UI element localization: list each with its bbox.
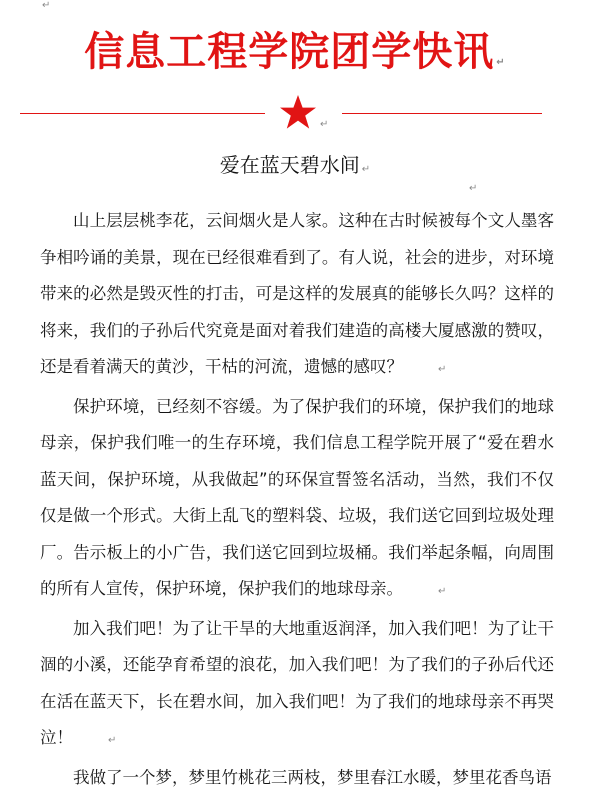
body-paragraph (40, 760, 554, 797)
paragraph-mark: ↵ (438, 586, 447, 597)
paragraph-mark: ↵ (469, 183, 478, 194)
body-paragraph (40, 389, 554, 611)
paragraph-mark: ↵ (42, 0, 51, 11)
red-star-icon (278, 93, 318, 133)
article-body (40, 203, 554, 796)
masthead-title (0, 26, 590, 89)
paragraph-text: 我做了一个梦，梦里竹桃花三两枝，梦里春江水暖，梦里花香鸟语 (73, 767, 552, 787)
masthead-rule-left (20, 113, 265, 114)
paragraph-mark: ↵ (361, 164, 371, 175)
masthead-rule-right (342, 113, 542, 114)
paragraph-text: 保护环境，已经刻不容缓。为了保护我们的环境，保护我们的地球母亲，保护我们唯一的生存环境，我们信息工程学院开展了“爱在碧水蓝天间，保护环境，从我做起”的环保宣誓签名活动，当然，我们不仅仅是做一个形式。大街上乱飞的塑料袋、垃圾，我们送它回到垃圾处理厂。告示板上的小广告，我们送它回到垃圾桶。我们举起条幅，向周围的所有人宣传，保护环境，保护我们的地球母亲。 (40, 396, 554, 598)
paragraph-mark: ↵ (320, 119, 329, 130)
paragraph-mark: ↵ (108, 735, 117, 746)
paragraph-text: 加入我们吧！为了让干旱的大地重返润泽，加入我们吧！为了让干涸的小溪，还能孕育希望的浪花，加入我们吧！为了我们的子孙后代还在活在蓝天下，长在碧水间，加入我们吧！为了我们的地球母亲不再哭泣！ (40, 618, 554, 747)
body-paragraph (40, 611, 554, 760)
article-title-text: 爱在蓝天碧水间 (219, 153, 360, 177)
body-paragraph (40, 203, 554, 389)
article-title (0, 150, 590, 185)
paragraph-mark: ↵ (438, 364, 447, 375)
paragraph-text: 山上层层桃李花，云间烟火是人家。这种在古时候被每个文人墨客争相吟诵的美景，现在已经很难看到了。有人说，社会的进步，对环境带来的必然是毁灭性的打击，可是这样的发展真的能够长久吗？这样的将来，我们的子孙后代究竟是面对着我们建造的高楼大厦感激的赞叹，还是看着满天的黄沙，干枯的河流，遗憾的感叹？ (40, 211, 554, 376)
masthead-text: 信息工程学院团学快讯 (84, 29, 495, 75)
paragraph-mark: ↵ (496, 57, 506, 68)
